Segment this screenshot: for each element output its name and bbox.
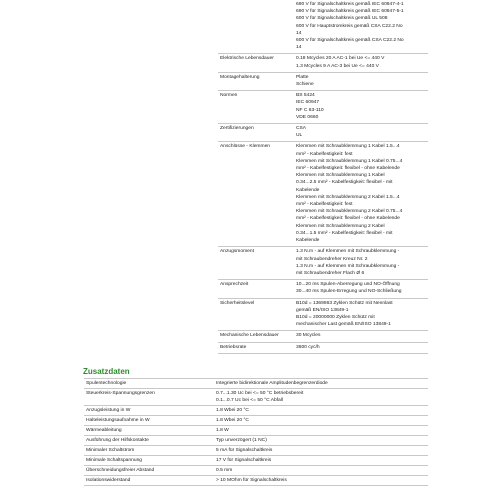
extra-value <box>214 426 428 436</box>
spec-value-line: mm² - Kabelfestigkeit: fest <box>296 202 353 208</box>
extra-label: Minimale Schaltspannung <box>84 456 214 466</box>
extra-label: Anzugsleistung in W <box>84 406 214 416</box>
spec-value-line: mm² - Kabelfestigkeit: fest <box>296 151 353 157</box>
spec-value-line: BS 5424 <box>296 93 315 99</box>
spec-value-line: mm² - Kabelfestigkeit: flexibel - ohne Kabelende <box>296 166 400 172</box>
spec-label: Zertifizierungen <box>218 124 294 142</box>
spec-value-line: 600 V für Signalschaltkreis gemäß CSA C22.2 No <box>296 38 404 44</box>
spec-label: Montagehalterung <box>218 72 294 90</box>
spec-value-line: mit Schraubendreher Flach Ø 6 <box>296 270 365 276</box>
table-row <box>218 142 428 247</box>
spec-value-line: 0.34...2.5 mm² - Kabelfestigkeit: flexibel - mit <box>296 180 393 186</box>
spec-value <box>294 142 428 247</box>
spec-value-line: Klemmen mit Schraubklemmung 2 Kabel 1.5...4 <box>296 194 400 200</box>
extra-value-line: Integrierte bidirektionale Amplitudenbegrenzerdiode <box>216 381 328 386</box>
spec-value-line: Klemmen mit Schraubklemmung 1 Kabel 1.5...4 <box>296 144 400 150</box>
table-row <box>218 54 428 72</box>
spec-value <box>294 280 428 298</box>
spec-value-line: 30 Mcycles <box>296 333 321 339</box>
extra-value <box>214 446 428 456</box>
extra-label: Steuerkreis-Spannungsgrenzen <box>84 389 214 406</box>
extra-value-line: 0.7...1.30 Uc bei <= 50 °C betriebsbereit <box>216 391 304 396</box>
extra-value <box>214 416 428 426</box>
spec-value-line: IEC 60947 <box>296 100 320 106</box>
spec-value-line: B10d = 20000000 Zyklen Schütz mit <box>296 314 375 320</box>
spec-label: Normen <box>218 91 294 124</box>
extra-value-line: 1.8 W <box>216 428 229 433</box>
spec-label <box>218 0 294 54</box>
spec-value-line: 0.18 Mcycles 20 A AC-1 bei Ue <= 440 V <box>296 56 385 62</box>
table-row <box>218 331 428 342</box>
spec-label: Anzugsmoment <box>218 247 294 280</box>
spec-value <box>294 72 428 90</box>
extra-value <box>214 406 428 416</box>
spec-label: Mechanische Lebensdauer <box>218 331 294 342</box>
extra-label: Minimaler Schaltstrom <box>84 446 214 456</box>
spec-table <box>218 0 428 354</box>
extra-value-line: > 10 MOhm für Signalschaltkreis <box>216 478 287 483</box>
spec-value-line: mit Schraubendreher Kreuz Nr. 2 <box>296 256 368 262</box>
spec-value-line: CSA <box>296 126 307 132</box>
table-row <box>84 476 428 486</box>
spec-value <box>294 91 428 124</box>
spec-value <box>294 124 428 142</box>
spec-label: Ansprechzeit <box>218 280 294 298</box>
extra-value-line: 0.1...0.7 Uc bei <= 50 °C Abfall <box>216 398 283 403</box>
extra-label: Halteleistungsaufnahme in W <box>84 416 214 426</box>
extra-label: Wärmeableitung <box>84 426 214 436</box>
table-row <box>84 379 428 389</box>
spec-table-body <box>218 0 428 353</box>
spec-value-line: 3600 cyc/h <box>296 344 320 350</box>
spec-value <box>294 342 428 353</box>
extra-value-line: Typ unverzögert (1 NC) <box>216 438 267 443</box>
extra-label: Spulentechnologie <box>84 379 214 389</box>
table-row <box>84 466 428 476</box>
extra-value <box>214 389 428 406</box>
spec-value-line: Klemmen mit Schraubklemmung 2 Kabel 0.75...4 <box>296 209 403 215</box>
table-row <box>218 0 428 54</box>
spec-value <box>294 247 428 280</box>
spec-value-line: VDE 0660 <box>296 114 319 120</box>
table-row <box>218 91 428 124</box>
table-row <box>84 416 428 426</box>
table-row <box>84 389 428 406</box>
extra-value <box>214 476 428 486</box>
spec-value <box>294 298 428 331</box>
spec-value-line: Platte <box>296 74 309 80</box>
spec-value-line: Klemmen mit Schraubklemmung 1 Kabel 0.75...4 <box>296 158 403 164</box>
section-title: Zusatzdaten <box>83 367 130 376</box>
extra-value-line: 17 V für Signalschaltkreis <box>216 458 272 463</box>
spec-value-line: Schiene <box>296 82 314 88</box>
extra-value <box>214 466 428 476</box>
spec-value-line: 1.3 N.m - auf Klemmen mit Schraubklemmung - <box>296 249 400 255</box>
spec-value-line: Kabelende <box>296 238 320 244</box>
extra-label: Ausführung der Hilfskontakte <box>84 436 214 446</box>
extra-value <box>214 456 428 466</box>
extra-value <box>214 379 428 389</box>
table-row <box>84 406 428 416</box>
extra-value-line: 1.8 Wbei 20 °C <box>216 408 249 413</box>
spec-value-line: 1.3 Mcycles 9 A AC-3 bei Ue <= 440 V <box>296 63 379 69</box>
spec-value-line: 10...20 ms Spulen-Aberregung und NO-Öffnung <box>296 282 400 288</box>
spec-value-line: B10d = 1369863 Zyklen Schütz mit Nennlast <box>296 300 393 306</box>
spec-value-line: 14 <box>296 45 302 51</box>
spec-value <box>294 54 428 72</box>
spec-value-line: 690 V für Signalschaltkreis gemäß IEC 60947-4-1 <box>296 2 404 7</box>
extra-value-line: 1.8 Wbei 20 °C <box>216 418 249 423</box>
spec-value-line: UL <box>296 133 303 139</box>
table-row <box>218 298 428 331</box>
spec-label: Sicherheitslevel <box>218 298 294 331</box>
table-row <box>84 426 428 436</box>
spec-value-line: 1.3 N.m - auf Klemmen mit Schraubklemmung - <box>296 263 400 269</box>
extra-value-line: 0.5 mm <box>216 468 233 473</box>
spec-value-line: 600 V für Signalschaltkreis gemäß UL 508 <box>296 16 388 22</box>
table-row <box>84 456 428 466</box>
extra-value-line: 5 mA für Signalschaltkreis <box>216 448 273 453</box>
extra-label: Überschneidungsfreier Abstand <box>84 466 214 476</box>
table-row <box>218 124 428 142</box>
table-row <box>84 446 428 456</box>
table-row <box>218 342 428 353</box>
spec-value-line: 14 <box>296 30 302 36</box>
table-row <box>218 280 428 298</box>
extra-value <box>214 436 428 446</box>
spec-label: Elektrische Lebensdauer <box>218 54 294 72</box>
spec-value-line: 30...40 ms Spulen-Erregung und NO-Schließung <box>296 289 402 295</box>
extra-data-table <box>84 378 428 486</box>
spec-value <box>294 331 428 342</box>
spec-label: Betriebsrate <box>218 342 294 353</box>
spec-value-line: NF C 63-110 <box>296 107 324 113</box>
spec-value-line: 600 V für Hauptstromkreis gemäß CSA C22.2 No <box>296 23 403 29</box>
spec-label: Anschlüsse - Klemmen <box>218 142 294 247</box>
spec-value-line: mm² - Kabelfestigkeit: flexibel - ohne Kabelende <box>296 216 400 222</box>
spec-value-line: Klemmen mit Schraubklemmung 1 Kabel <box>296 173 385 179</box>
table-row <box>218 72 428 90</box>
spec-value <box>294 0 428 54</box>
spec-value-line: Klemmen mit Schraubklemmung 2 Kabel <box>296 223 385 229</box>
spec-value-line: Kabelende <box>296 187 320 193</box>
table-row <box>218 247 428 280</box>
spec-value-line: gemäß EN/ISO 13849-1 <box>296 307 349 313</box>
table-row <box>84 436 428 446</box>
spec-value-line: 690 V für Signalschaltkreis gemäß IEC 60947-5-1 <box>296 9 404 15</box>
extra-label: Isolationswiderstand <box>84 476 214 486</box>
spec-value-line: mechanischer Last gemäß EN/ISO 13849-1 <box>296 322 391 328</box>
spec-value-line: 0.34...1.5 mm² - Kabelfestigkeit: flexibel - mit <box>296 230 393 236</box>
